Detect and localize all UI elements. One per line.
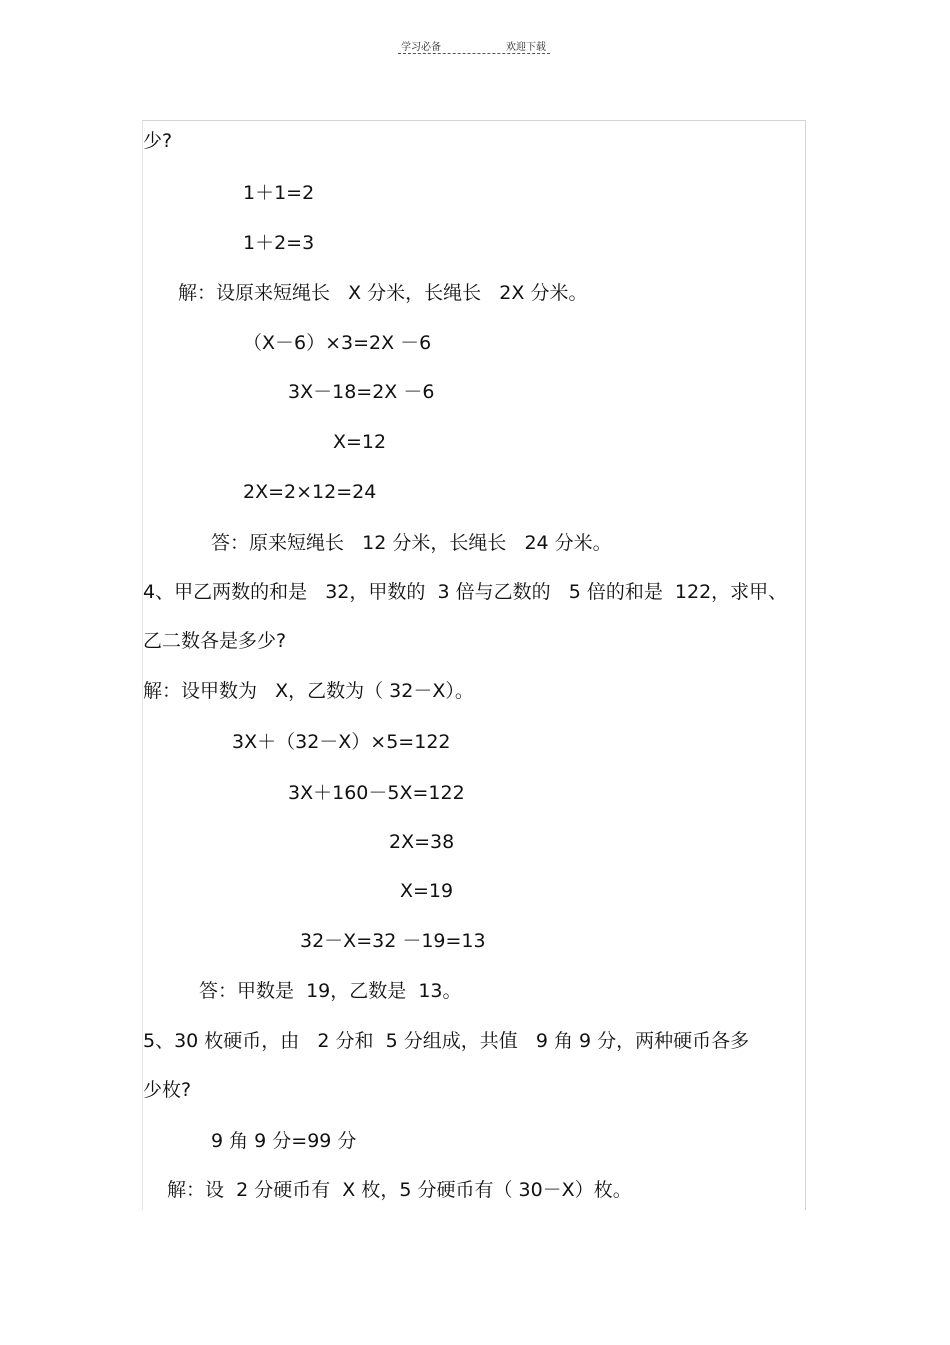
equation-line: 2X=38: [389, 831, 455, 853]
problem-line: 乙二数各是多少?: [143, 630, 287, 652]
equation-line: 9 角 9 分=99 分: [211, 1130, 357, 1152]
answer-line: 答：甲数是 19，乙数是 13。: [199, 980, 462, 1002]
equation-line: 32－X=32 －19=13: [300, 930, 486, 952]
problem-line: 4、甲乙两数的和是 32，甲数的 3 倍与乙数的 5 倍的和是 122，求甲、: [143, 581, 788, 603]
answer-line: 答：原来短绳长 12 分米，长绳长 24 分米。: [211, 532, 612, 554]
equation-line: 1＋1=2: [243, 182, 315, 204]
solution-line: 解：设 2 分硬币有 X 枚，5 分硬币有（ 30－X）枚。: [167, 1179, 632, 1201]
equation-line: X=12: [333, 431, 387, 453]
equation-line: 1＋2=3: [243, 232, 315, 254]
equation-line: 3X＋160－5X=122: [288, 782, 465, 804]
header-right-text: 欢迎下载: [506, 42, 546, 53]
problem-line: 5、30 枚硬币，由 2 分和 5 分组成，共值 9 角 9 分，两种硬币各多: [143, 1030, 750, 1052]
equation-line: X=19: [400, 880, 454, 902]
solution-line: 解：设甲数为 X，乙数为（ 32－X）。: [143, 680, 474, 702]
solution-line: 解：设原来短绳长 X 分米，长绳长 2X 分米。: [178, 282, 588, 304]
header-left-text: 学习必备: [401, 42, 441, 53]
text-line: 少?: [143, 130, 173, 152]
equation-line: （X－6）×3=2X －6: [243, 332, 432, 354]
equation-line: 3X＋（32－X）×5=122: [232, 731, 451, 753]
problem-line: 少枚?: [143, 1079, 192, 1101]
header-dashed-rule: [398, 53, 550, 54]
equation-line: 3X－18=2X －6: [288, 381, 435, 403]
page-header: [398, 38, 550, 56]
equation-line: 2X=2×12=24: [243, 481, 377, 503]
